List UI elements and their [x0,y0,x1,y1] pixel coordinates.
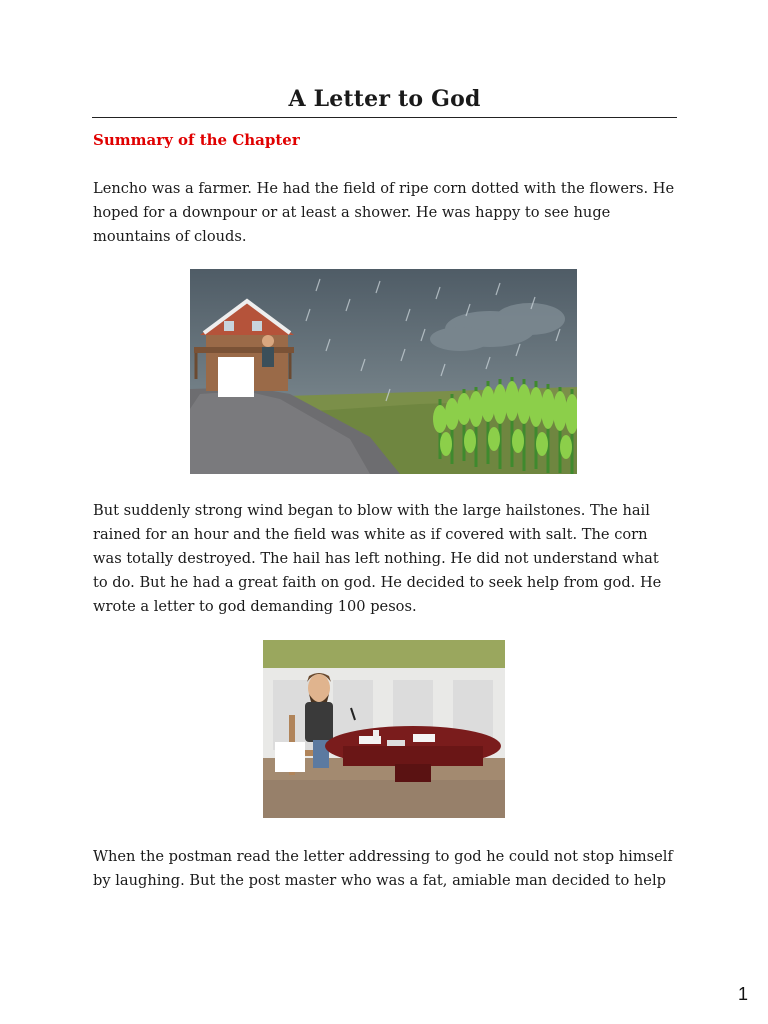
section-heading: Summary of the Chapter [93,131,300,149]
page-number: 1 [737,984,748,1004]
writing-letter-svg [263,640,505,818]
page-title: A Letter to God [288,86,481,112]
paragraph-intro: Lencho was a farmer. He had the field of ripe corn dotted with the flowers. He hoped for a downpour or at least a shower. He was happy to see huge mountains of clouds. [93,180,675,245]
storm-farm-svg [190,269,577,474]
title-underline [92,117,677,118]
paragraph-hailstorm: But suddenly strong wind began to blow with the large hailstones. The hail rained for an hour and the field was white as if covered with salt. The corn was totally destroyed. The hail has left nothing. He did not understand what to do. But he had a great faith on god. He decided to seek help from god. He wrote a letter to god demanding 100 pesos. [93,502,662,615]
paragraph-postman: When the postman read the letter addressing to god he could not stop himself by laughing. But the post master who was a fat, amiable man decided to help [93,848,673,889]
storm-farm-illustration [190,269,577,474]
writing-letter-illustration [263,640,505,818]
farmer-figure [262,335,274,367]
